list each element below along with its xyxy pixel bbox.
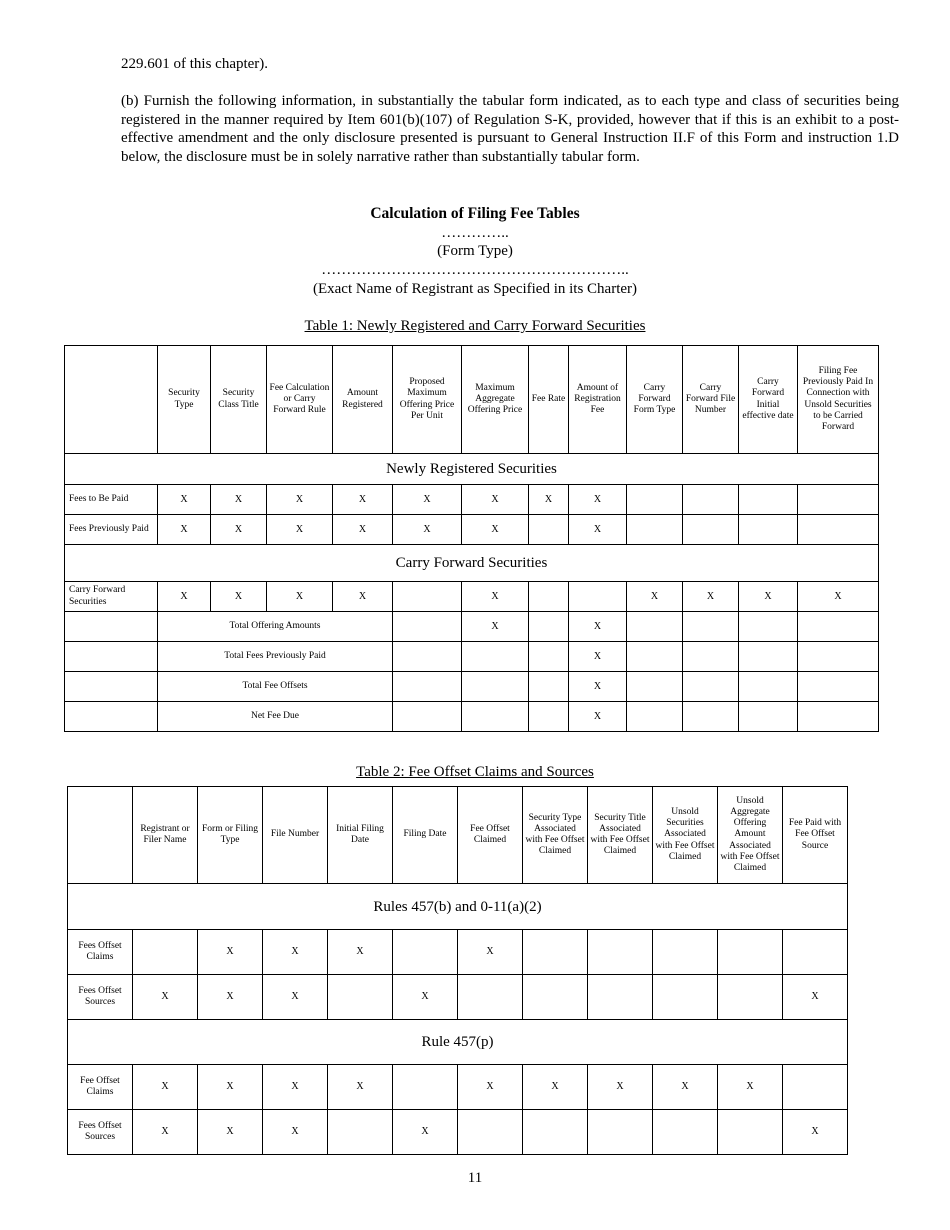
table1-header: Amount of Registration Fee [569,346,627,454]
cell [653,1110,718,1155]
cell [529,642,569,672]
cell: X [263,1065,328,1110]
cell [718,1110,783,1155]
registrant-label: (Exact Name of Registrant as Specified in its Charter) [312,281,638,297]
table-row [65,582,879,612]
cell [739,642,798,672]
cell [739,485,798,515]
row-label: Fee Offset Claims [68,1065,133,1110]
cell [683,702,739,732]
cell [718,930,783,975]
cell: X [133,1110,198,1155]
table2-header: Form or Filing Type [198,787,263,884]
cell [393,672,462,702]
cell [683,672,739,702]
cell: X [211,485,267,515]
cell: X [458,930,523,975]
paragraph-b: (b) Furnish the following information, in substantially the tabular form indicated, as to each type and class of securities being registered in the manner required by Item 601(b)(107) of Regulation S-K, provided, however that if this is an exhibit to a post-effective amendment and the only disclosure presented is pursuant to General Instruction II.F of this Form and instruction 1.D below, the disclosure must be in solely narrative rather than substantially tabular form. [121,93,899,165]
cell: X [529,485,569,515]
cell: X [393,1110,458,1155]
cell [627,672,683,702]
cell [653,975,718,1020]
cell: X [718,1065,783,1110]
cell: X [211,582,267,612]
cell: X [569,702,627,732]
totals-label: Total Offering Amounts [158,612,393,642]
table2-header: File Number [263,787,328,884]
table1-header: Fee Calculation or Carry Forward Rule [267,346,333,454]
cell [523,975,588,1020]
cell [739,672,798,702]
table-row [68,930,848,975]
table2-header: Filing Date [393,787,458,884]
cell: X [783,975,848,1020]
cell [393,582,462,612]
cell [683,612,739,642]
continuation-text: 229.601 of this chapter). [121,56,269,72]
row-label: Carry Forward Securities [65,582,158,612]
cell: X [458,1065,523,1110]
cell: X [569,612,627,642]
totals-row [65,612,879,642]
table-row [68,975,848,1020]
cell [739,515,798,545]
cell [462,672,529,702]
table1-header-row [65,346,879,454]
cell: X [133,1065,198,1110]
table2-header: Security Title Associated with Fee Offset Claimed [588,787,653,884]
cell: X [198,1065,263,1110]
cell: X [393,515,462,545]
cell [627,642,683,672]
table2-header: Fee Paid with Fee Offset Source [783,787,848,884]
cell [65,642,158,672]
cell: X [263,975,328,1020]
cell: X [198,1110,263,1155]
form-title: Calculation of Filing Fee Tables [370,205,580,222]
cell: X [462,612,529,642]
cell: X [627,582,683,612]
cell [798,672,879,702]
cell [393,702,462,732]
cell [65,702,158,732]
registrant-dots: …………………………………………………….. [321,262,629,278]
table1 [64,345,879,732]
table1-header: Carry Forward Initial effective date [739,346,798,454]
cell: X [328,930,393,975]
cell [739,612,798,642]
row-label: Fees to Be Paid [65,485,158,515]
cell [588,930,653,975]
table2 [67,786,848,1155]
cell [569,582,627,612]
cell [529,612,569,642]
totals-row [65,642,879,672]
cell: X [569,672,627,702]
cell [458,1110,523,1155]
table1-header: Filing Fee Previously Paid In Connection with Unsold Securities to be Carried Forward [798,346,879,454]
cell [393,642,462,672]
cell [458,975,523,1020]
cell: X [158,582,211,612]
cell [683,515,739,545]
form-type-dots: ………….. [441,225,509,241]
cell [798,485,879,515]
cell: X [569,515,627,545]
cell [529,515,569,545]
cell [462,642,529,672]
cell [393,612,462,642]
totals-label: Total Fee Offsets [158,672,393,702]
table2-header: Registrant or Filer Name [133,787,198,884]
cell: X [133,975,198,1020]
cell [328,975,393,1020]
table1-header [65,346,158,454]
cell [393,1065,458,1110]
cell: X [267,485,333,515]
section-carry-forward: Carry Forward Securities [65,545,879,582]
cell [529,702,569,732]
row-label: Fees Offset Claims [68,930,133,975]
section-rule-457p: Rule 457(p) [68,1020,848,1065]
section-rules-457b: Rules 457(b) and 0-11(a)(2) [68,884,848,930]
cell: X [462,515,529,545]
cell: X [328,1065,393,1110]
cell [393,930,458,975]
cell [65,672,158,702]
table1-header: Maximum Aggregate Offering Price [462,346,529,454]
cell [783,1065,848,1110]
totals-label: Net Fee Due [158,702,393,732]
cell [683,642,739,672]
table2-header-row [68,787,848,884]
cell [523,1110,588,1155]
table2-caption: Table 2: Fee Offset Claims and Sources [356,764,594,780]
table2-header: Security Type Associated with Fee Offset Claimed [523,787,588,884]
cell: X [198,930,263,975]
cell [627,515,683,545]
table-row [65,515,879,545]
cell: X [333,582,393,612]
cell: X [198,975,263,1020]
cell: X [333,485,393,515]
cell: X [462,582,529,612]
table1-header: Amount Registered [333,346,393,454]
table1-caption: Table 1: Newly Registered and Carry Forward Securities [304,318,646,334]
cell [798,642,879,672]
table2-header: Unsold Aggregate Offering Amount Associated with Fee Offset Claimed [718,787,783,884]
cell [133,930,198,975]
table2-header: Initial Filing Date [328,787,393,884]
cell [462,702,529,732]
cell: X [393,485,462,515]
cell: X [267,515,333,545]
row-label: Fees Previously Paid [65,515,158,545]
cell [627,612,683,642]
cell: X [263,1110,328,1155]
cell [529,582,569,612]
cell [783,930,848,975]
row-label: Fees Offset Sources [68,1110,133,1155]
table1-header: Carry Forward Form Type [627,346,683,454]
table-row [65,485,879,515]
cell: X [783,1110,848,1155]
cell: X [267,582,333,612]
totals-row [65,702,879,732]
cell: X [211,515,267,545]
table1-header: Security Type [158,346,211,454]
cell: X [333,515,393,545]
row-label: Fees Offset Sources [68,975,133,1020]
cell [739,702,798,732]
cell: X [523,1065,588,1110]
cell: X [569,642,627,672]
cell: X [263,930,328,975]
cell [523,930,588,975]
table1-header: Proposed Maximum Offering Price Per Unit [393,346,462,454]
cell: X [393,975,458,1020]
cell: X [588,1065,653,1110]
cell [627,702,683,732]
form-type-label: (Form Type) [437,243,513,259]
table1-header: Security Class Title [211,346,267,454]
cell [588,1110,653,1155]
cell: X [569,485,627,515]
cell: X [683,582,739,612]
totals-row [65,672,879,702]
cell: X [158,515,211,545]
cell [328,1110,393,1155]
cell: X [739,582,798,612]
cell [65,612,158,642]
totals-label: Total Fees Previously Paid [158,642,393,672]
table1-header: Fee Rate [529,346,569,454]
table2-header: Fee Offset Claimed [458,787,523,884]
cell [798,702,879,732]
table2-header: Unsold Securities Associated with Fee Offset Claimed [653,787,718,884]
cell [798,515,879,545]
cell [653,930,718,975]
page-number: 11 [467,1170,483,1186]
cell [683,485,739,515]
table2-header [68,787,133,884]
cell [798,612,879,642]
cell: X [653,1065,718,1110]
cell: X [798,582,879,612]
cell: X [158,485,211,515]
cell [718,975,783,1020]
cell [588,975,653,1020]
table-row [68,1065,848,1110]
cell [529,672,569,702]
cell [627,485,683,515]
cell: X [462,485,529,515]
section-newly-registered: Newly Registered Securities [65,454,879,485]
table-row [68,1110,848,1155]
table1-header: Carry Forward File Number [683,346,739,454]
